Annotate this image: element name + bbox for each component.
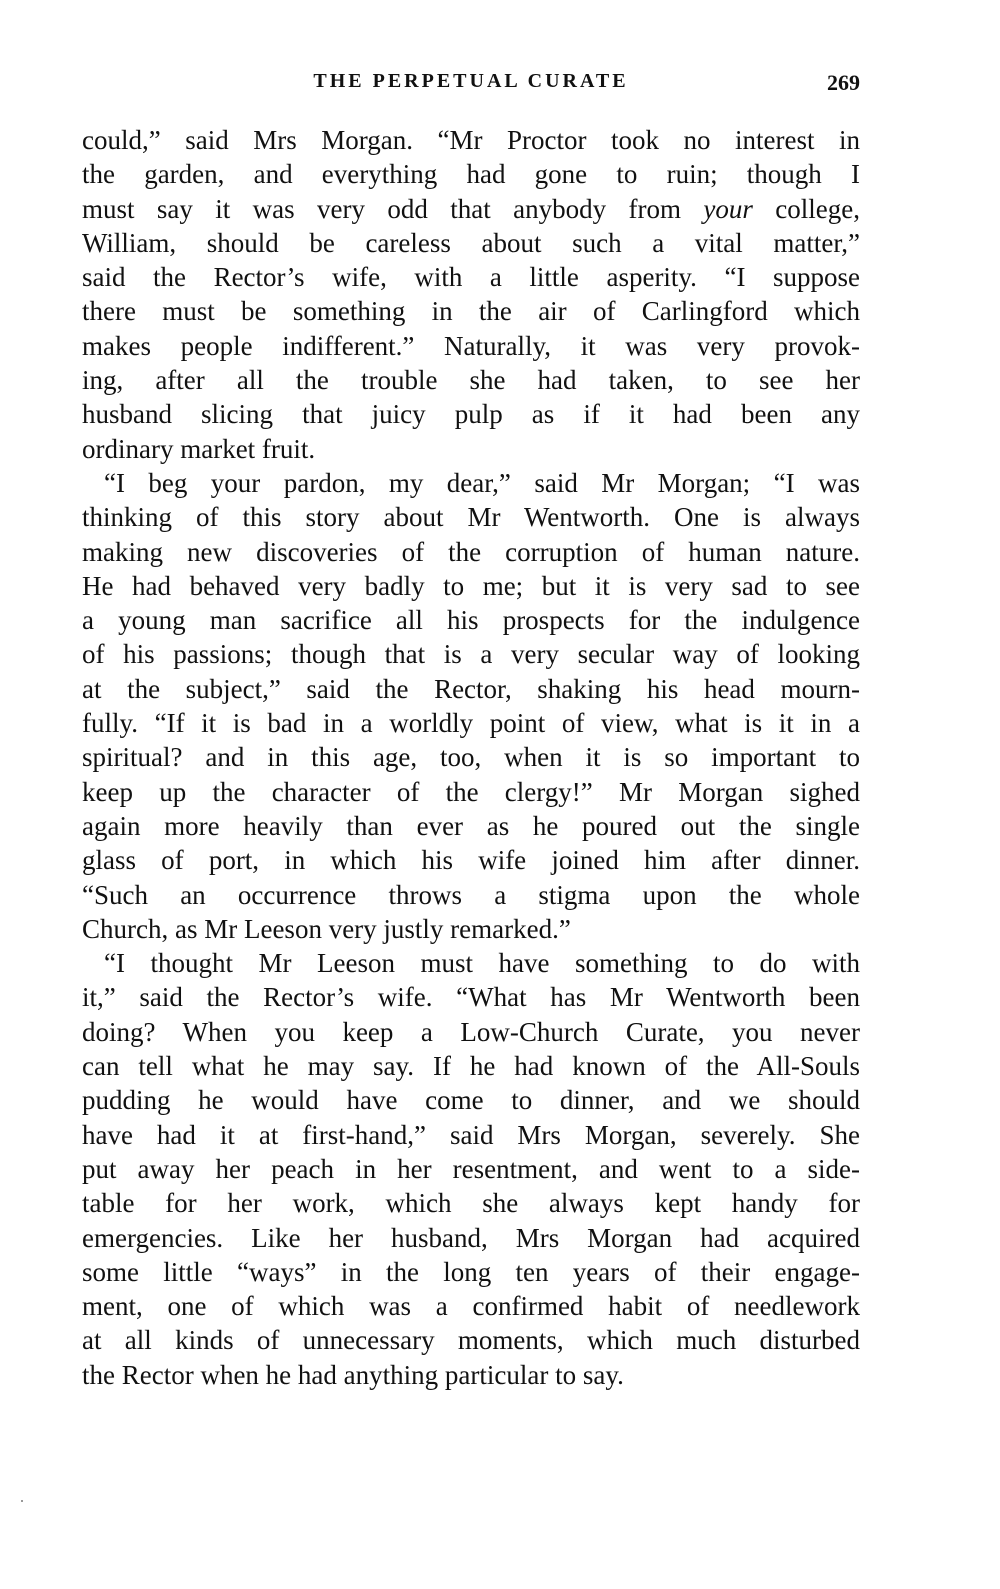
- text-line: makes people indifferent.” Naturally, it was very provok-: [82, 330, 860, 361]
- text-line: put away her peach in her resentment, and went to a side-: [82, 1153, 860, 1184]
- text-line: fully. “If it is bad in a worldly point of view, what is it in a: [82, 708, 860, 739]
- text-line: doing? When you keep a Low-Church Curate, you never: [82, 1016, 860, 1047]
- body-text: [82, 123, 860, 1392]
- italic-text: your: [703, 193, 753, 224]
- text-line: there must be something in the air of Carlingford which: [82, 296, 860, 327]
- text-line: ment, one of which was a confirmed habit of needlework: [82, 1291, 860, 1322]
- text-line: it,” said the Rector’s wife. “What has Mr Wentworth been: [82, 982, 860, 1013]
- text-line: could,” said Mrs Morgan. “Mr Proctor took no interest in: [82, 125, 860, 155]
- print-speck: [21, 1500, 23, 1502]
- text-line: again more heavily than ever as he poured out the single: [82, 810, 860, 841]
- text-line: of his passions; though that is a very secular way of looking: [82, 639, 860, 670]
- running-title: THE PERPETUAL CURATE: [313, 70, 629, 92]
- running-head: [82, 70, 860, 106]
- text-segment: college,: [752, 193, 860, 224]
- text-line: ing, after all the trouble she had taken, to see her: [82, 365, 860, 396]
- text-line: making new discoveries of the corruption of human nature.: [82, 536, 860, 567]
- text-line: some little “ways” in the long ten years of their engage-: [82, 1256, 860, 1287]
- text-line: said the Rector’s wife, with a little asperity. “I suppose: [82, 262, 860, 293]
- text-line: at the subject,” said the Rector, shaking his head mourn-: [82, 673, 860, 704]
- text-line: the Rector when he had anything particular to say.: [82, 1359, 624, 1390]
- paragraph: [82, 466, 860, 946]
- text-line: Church, as Mr Leeson very justly remarked.”: [82, 913, 571, 944]
- text-line: ordinary market fruit.: [82, 433, 316, 464]
- text-line: “I beg your pardon, my dear,” said Mr Morgan; “I was: [104, 467, 860, 498]
- text-line: thinking of this story about Mr Wentworth. One is always: [82, 502, 860, 533]
- text-line: William, should be careless about such a vital matter,”: [82, 227, 860, 258]
- text-line: pudding he would have come to dinner, and we should: [82, 1085, 860, 1116]
- text-line: [82, 192, 860, 226]
- text-line: keep up the character of the clergy!” Mr Morgan sighed: [82, 776, 860, 807]
- text-line: have had it at first-hand,” said Mrs Morgan, severely. She: [82, 1119, 860, 1150]
- text-line: emergencies. Like her husband, Mrs Morgan had acquired: [82, 1222, 860, 1253]
- paragraph: [82, 123, 860, 466]
- page-number: 269: [827, 70, 860, 95]
- text-line: “I thought Mr Leeson must have something to do with: [104, 948, 860, 979]
- text-line: He had behaved very badly to me; but it is very sad to see: [82, 570, 860, 601]
- text-line: the garden, and everything had gone to ruin; though I: [82, 159, 860, 190]
- paragraph: [82, 946, 860, 1392]
- text-line: “Such an occurrence throws a stigma upon the whole: [82, 879, 860, 910]
- text-segment: must say it was very odd that anybody from: [82, 193, 704, 224]
- text-line: at all kinds of unnecessary moments, which much disturbed: [82, 1325, 860, 1356]
- text-line: a young man sacrifice all his prospects for the indulgence: [82, 605, 860, 636]
- text-line: husband slicing that juicy pulp as if it had been any: [82, 399, 860, 430]
- text-line: glass of port, in which his wife joined him after dinner.: [82, 845, 860, 876]
- text-line: spiritual? and in this age, too, when it is so important to: [82, 742, 860, 773]
- text-line: can tell what he may say. If he had known of the All-Souls: [82, 1051, 860, 1082]
- text-line: table for her work, which she always kept handy for: [82, 1188, 860, 1219]
